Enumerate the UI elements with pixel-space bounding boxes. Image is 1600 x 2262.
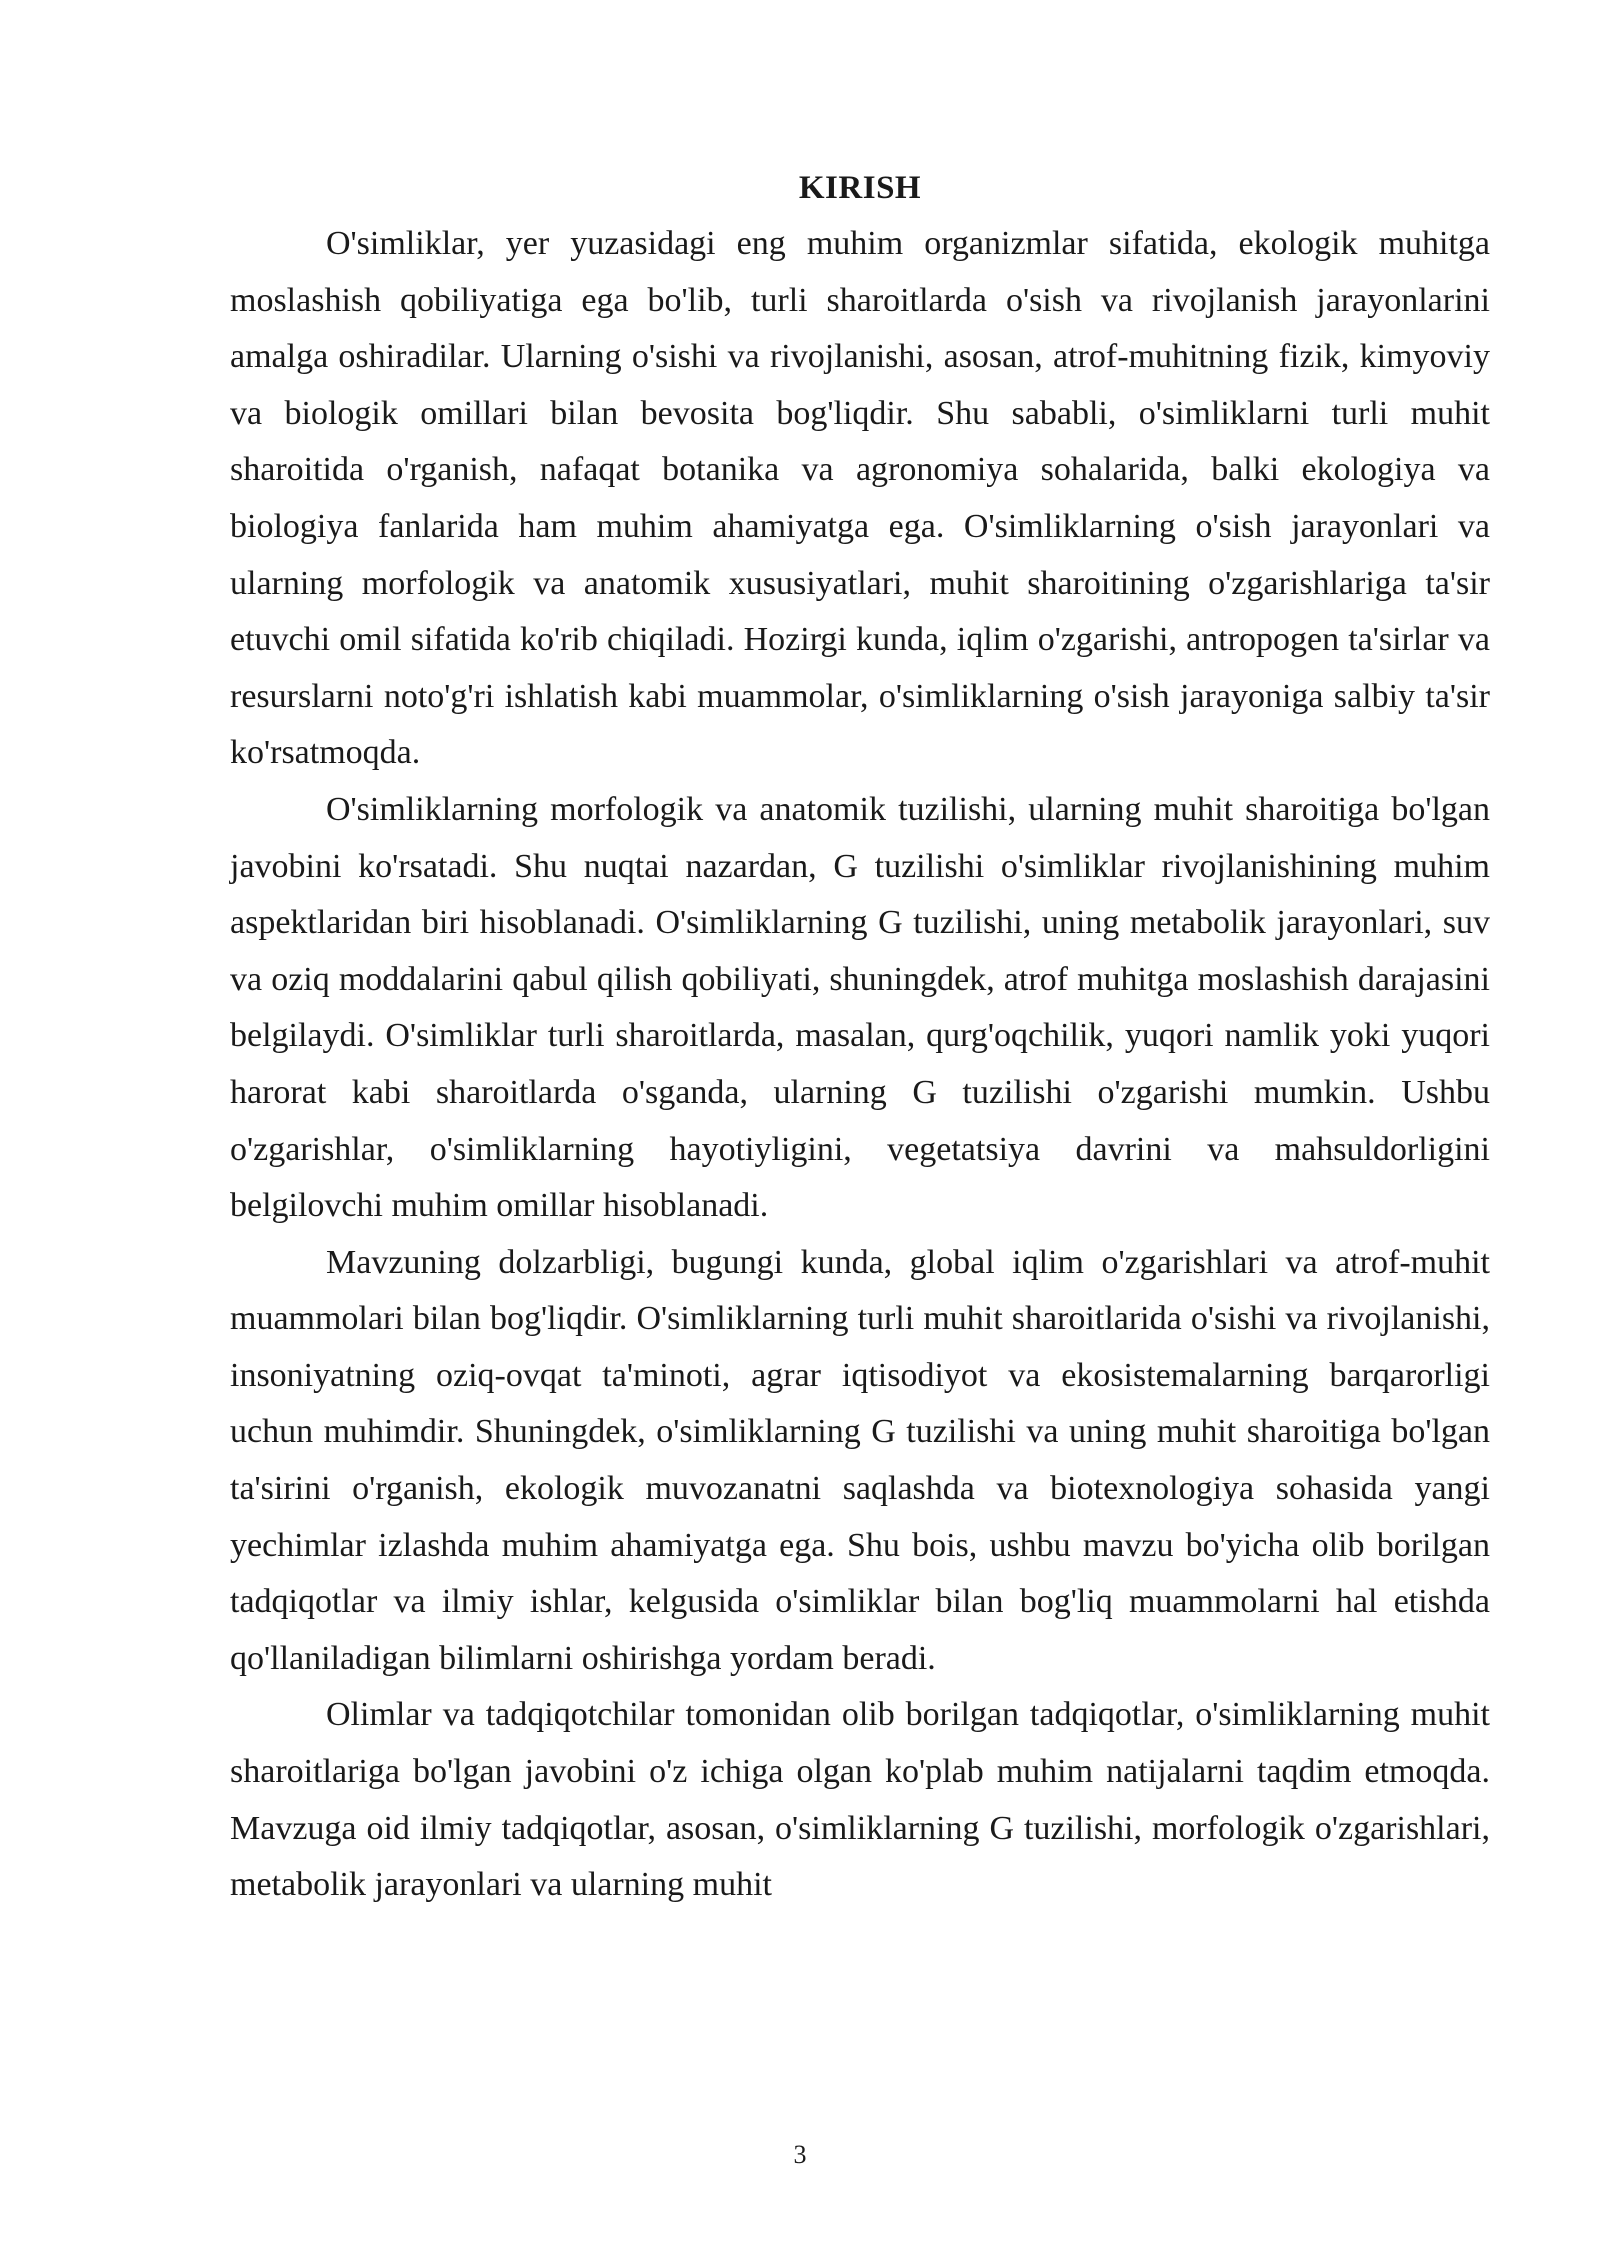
paragraph-3: Mavzuning dolzarbligi, bugungi kunda, global iqlim o'zgarishlari va atrof-muhit muammolari bilan bog'liqdir. O'simliklarning turli muhit sharoitlarida o'sishi va rivojlanishi, insoniyatning oziq-ovqat ta'minoti, agrar iqtisodiyot va ekosistemalarning barqarorligi uchun muhimdir. Shuningdek, o'simliklarning G tuzilishi va uning muhit sharoitiga bo'lgan ta'sirini o'rganish, ekologik muvozanatni saqlashda va biotexnologiya sohasida yangi yechimlar izlashda muhim ahamiyatga ega. Shu bois, ushbu mavzu bo'yicha olib borilgan tadqiqotlar va ilmiy ishlar, kelgusida o'simliklar bilan bog'liq muammolarni hal etishda qo'llaniladigan bilimlarni oshirishga yordam beradi. [230,1243,1490,1677]
section-title: KIRISH [798,170,922,206]
paragraph-4: Olimlar va tadqiqotchilar tomonidan olib borilgan tadqiqotlar, o'simliklarning muhit sharoitlariga bo'lgan javobini o'z ichiga olgan ko'plab muhim natijalarni taqdim etmoqda. Mavzuga oid ilmiy tadqiqotlar, asosan, o'simliklarning G tuzilishi, morfologik o'zgarishlari, metabolik jarayonlari va ularning muhit [230,1696,1490,1904]
page-content [230,160,1490,1914]
page-number: 3 [793,2140,807,2169]
paragraph-1: O'simliklar, yer yuzasidagi eng muhim organizmlar sifatida, ekologik muhitga moslashish qobiliyatiga ega bo'lib, turli sharoitlarda o'sish va rivojlanish jarayonlarini amalga oshiradilar. Ularning o'sishi va rivojlanishi, asosan, atrof-muhitning fizik, kimyoviy va biologik omillari bilan bevosita bog'liqdir. Shu sababli, o'simliklarni turli muhit sharoitida o'rganish, nafaqat botanika va agronomiya sohalarida, balki ekologiya va biologiya fanlarida ham muhim ahamiyatga ega. O'simliklarning o'sish jarayonlari va ularning morfologik va anatomik xususiyatlari, muhit sharoitining o'zgarishlariga ta'sir etuvchi omil sifatida ko'rib chiqiladi. Hozirgi kunda, iqlim o'zgarishi, antropogen ta'sirlar va resurslarni noto'g'ri ishlatish kabi muammolar, o'simliklarning o'sish jarayoniga salbiy ta'sir ko'rsatmoqda. [230,225,1490,772]
paragraph-2: O'simliklarning morfologik va anatomik tuzilishi, ularning muhit sharoitiga bo'lgan javobini ko'rsatadi. Shu nuqtai nazardan, G tuzilishi o'simliklar rivojlanishining muhim aspektlaridan biri hisoblanadi. O'simliklarning G tuzilishi, uning metabolik jarayonlari, suv va oziq moddalarini qabul qilish qobiliyati, shuningdek, atrof muhitga moslashish darajasini belgilaydi. O'simliklar turli sharoitlarda, masalan, qurg'oqchilik, yuqori namlik yoki yuqori harorat kabi sharoitlarda o'sganda, ularning G tuzilishi o'zgarishi mumkin. Ushbu o'zgarishlar, o'simliklarning hayotiyligini, vegetatsiya davrini va mahsuldorligini belgilovchi muhim omillar hisoblanadi. [230,790,1490,1225]
